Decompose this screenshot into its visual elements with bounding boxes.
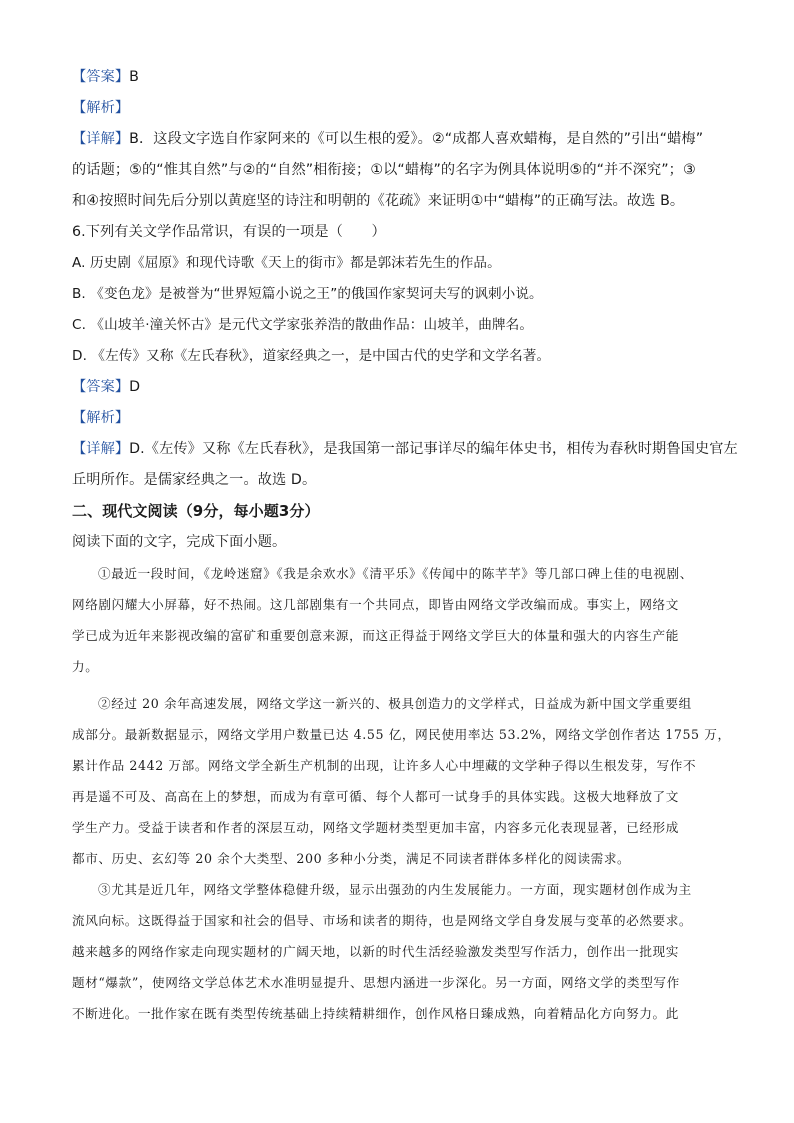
answer-value: B xyxy=(129,69,139,85)
passage-paragraph-3 xyxy=(72,874,732,1029)
passage-line: 都市、历史、玄幻等 20 余个大类型、200 多种小分类，满足不同读者群体多样化的阅读需求。 xyxy=(72,851,631,866)
passage-line: ③尤其是近几年，网络文学整体稳健升级，显示出强劲的内生发展能力。一方面，现实题材创作成为主 xyxy=(98,882,692,897)
passage-line: 越来越多的网络作家走向现实题材的广阔天地，以新的时代生活经验激发类型写作活力，创作出一批现实 xyxy=(72,944,679,959)
answer-label: 【答案】 xyxy=(72,379,130,395)
q6-answer xyxy=(72,372,732,403)
passage-paragraph-1 xyxy=(72,558,732,682)
q5-detail-line-3: 和④按照时间先后分别以黄庭坚的诗注和明朝的《花疏》来证明①中“蜡梅”的正确写法。故选 B。 xyxy=(72,193,685,209)
answer-value: D xyxy=(129,379,141,395)
q5-answer xyxy=(72,62,732,93)
passage-line: 学生产力。受益于读者和作者的深层互动，网络文学题材类型更加丰富，内容多元化表现显著，已经形成 xyxy=(72,820,679,835)
document-page xyxy=(72,62,738,1029)
passage-line: 累计作品 2442 万部。网络文学全新生产机制的出现，让许多人心中埋藏的文学种子得以生根发芽，写作不 xyxy=(72,758,697,773)
q6-detail-line-2: 丘明所作。是儒家经典之一。故选 D。 xyxy=(72,472,317,488)
q6-question: 6.下列有关文学作品常识，有误的一项是（ ） xyxy=(72,224,386,240)
passage-line: 成部分。最新数据显示，网络文学用户数量已达 4.55 亿，网民使用率达 53.2%，网络文学创作者达 1755 万， xyxy=(72,727,731,742)
q6-option-c: C. 《山坡羊·潼关怀古》是元代文学家张养浩的散曲作品：山坡羊，曲牌名。 xyxy=(72,317,534,333)
passage-line: 流风向标。这既得益于国家和社会的倡导、市场和读者的期待，也是网络文学自身发展与变革的必然要求。 xyxy=(72,913,693,928)
q6-option-a: A. 历史剧《屈原》和现代诗歌《天上的街市》都是郭沫若先生的作品。 xyxy=(72,255,501,271)
detail-text: D.《左传》又称《左氏春秋》，是我国第一部记事详尽的编年体史书，相传为春秋时期鲁国史官左 xyxy=(129,441,738,457)
passage-line: 不断进化。一批作家在既有类型传统基础上持续精耕细作，创作风格日臻成熟，向着精品化方向努力。此 xyxy=(72,1006,679,1021)
passage-line: ①最近一段时间，《龙岭迷窟》《我是余欢水》《清平乐》《传闻中的陈芊芊》等几部口碑上佳的电视剧、 xyxy=(98,566,693,581)
passage-line: 网络剧闪耀大小屏幕，好不热闹。这几部剧集有一个共同点，即皆由网络文学改编而成。事实上，网络文 xyxy=(72,597,679,612)
q5-detail-line-1 xyxy=(72,124,732,155)
passage-line: 力。 xyxy=(72,659,99,674)
q6-detail-line-1 xyxy=(72,434,738,465)
analysis-label: 【解析】 xyxy=(72,410,130,426)
section-instruction: 阅读下面的文字，完成下面小题。 xyxy=(72,534,287,550)
passage-line: 题材“爆款”，使网络文学总体艺术水准明显提升、思想内涵进一步深化。另一方面，网络文学的类型写作 xyxy=(72,975,680,990)
detail-text: B．这段文字选自作家阿来的《可以生根的爱》。②“成都人喜欢蜡梅，是自然的”引出“蜡梅” xyxy=(129,131,704,147)
detail-label: 【详解】 xyxy=(72,131,130,147)
q5-detail-line-2: 的话题；⑤的“惟其自然”与②的“自然”相衔接；①以“蜡梅”的名字为例具体说明⑤的“并不深究”；③ xyxy=(72,162,696,178)
q6-analysis xyxy=(72,403,732,434)
passage-line: 学已成为近年来影视改编的富矿和重要创意来源，而这正得益于网络文学巨大的体量和强大的内容生产能 xyxy=(72,628,679,643)
q6-option-b: B. 《变色龙》是被誉为“世界短篇小说之王”的俄国作家契诃夫写的讽刺小说。 xyxy=(72,286,543,302)
q6-option-d: D. 《左传》又称《左氏春秋》，道家经典之一，是中国古代的史学和文学名著。 xyxy=(72,348,551,364)
section-heading: 二、现代文阅读（9分，每小题3分） xyxy=(72,502,320,520)
passage-paragraph-2 xyxy=(72,688,732,874)
detail-label: 【详解】 xyxy=(72,441,130,457)
analysis-label: 【解析】 xyxy=(72,100,130,116)
passage-line: 再是遥不可及、高高在上的梦想，而成为有章可循、每个人都可一试身手的具体实践。这极大地释放了文 xyxy=(72,789,679,804)
q5-analysis xyxy=(72,93,732,124)
answer-label: 【答案】 xyxy=(72,69,130,85)
passage-line: ②经过 20 余年高速发展，网络文学这一新兴的、极具创造力的文学样式，日益成为新中国文学重要组 xyxy=(98,696,692,711)
